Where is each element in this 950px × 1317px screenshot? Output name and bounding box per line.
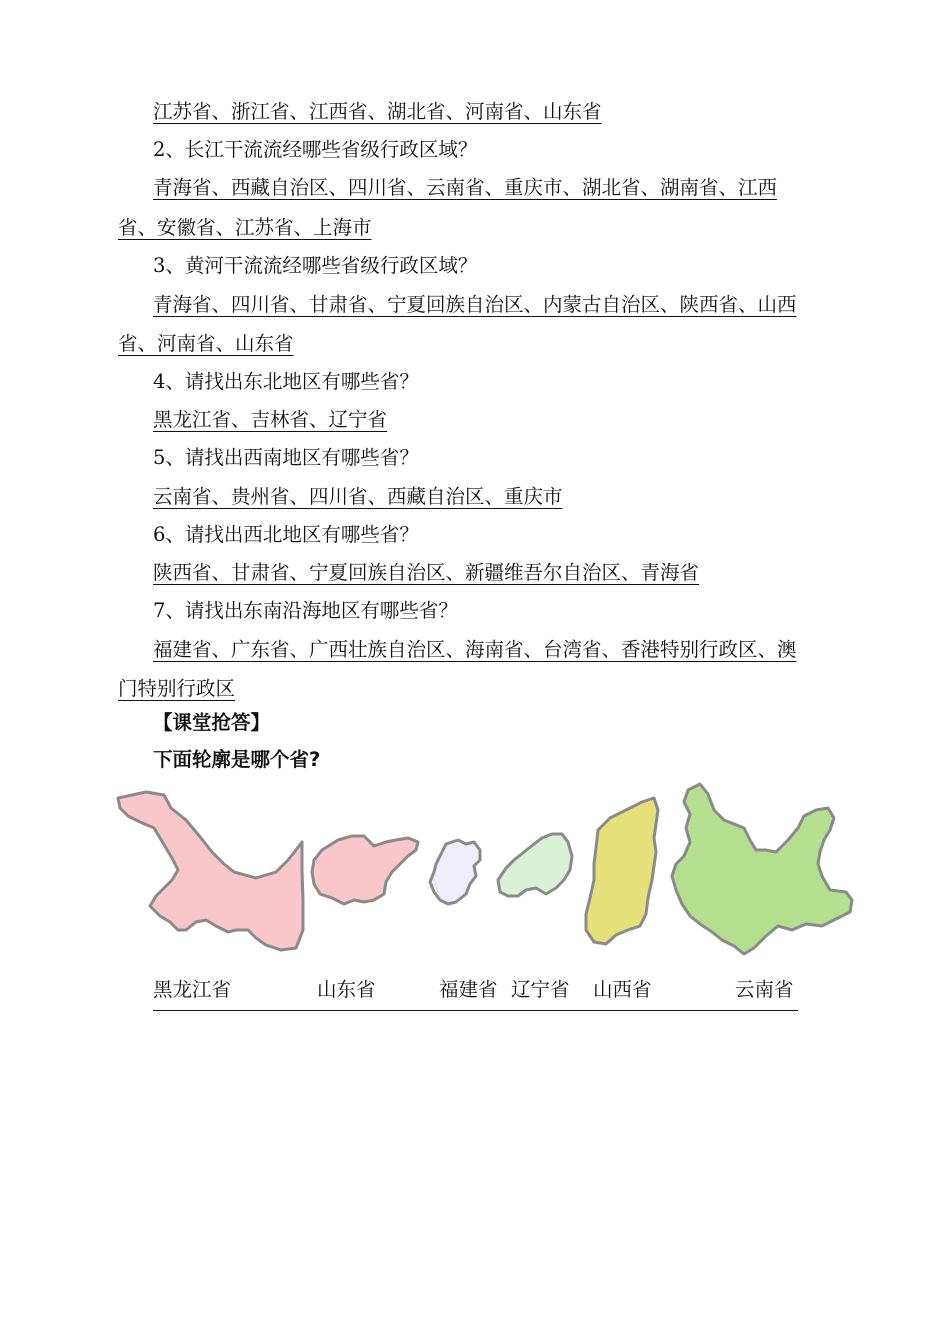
answer-5: 云南省、贵州省、四川省、西藏自治区、重庆市 bbox=[153, 485, 563, 508]
quiz-heading: 【课堂抢答】 bbox=[153, 711, 271, 734]
answer-2-line-2: 省、安徽省、江苏省、上海市 bbox=[118, 216, 372, 239]
fujian-outline bbox=[430, 840, 480, 904]
question-2: 2、长江干流流经哪些省级行政区域？ bbox=[153, 138, 478, 161]
label-shanxi: 山西省 bbox=[593, 978, 652, 1001]
heilongjiang-outline bbox=[118, 792, 303, 950]
answer-7-line-1: 福建省、广东省、广西壮族自治区、海南省、台湾省、香港特别行政区、澳 bbox=[153, 638, 797, 661]
question-3: 3、黄河干流流经哪些省级行政区域？ bbox=[153, 254, 478, 277]
answer-7-line-2: 门特别行政区 bbox=[118, 677, 236, 700]
answer-4: 黑龙江省、吉林省、辽宁省 bbox=[153, 408, 388, 431]
answer-labels-row bbox=[153, 970, 798, 1011]
answer-line: 江苏省、浙江省、江西省、湖北省、河南省、山东省 bbox=[153, 100, 602, 123]
label-liaoning: 辽宁省 bbox=[511, 978, 570, 1001]
quiz-question: 下面轮廓是哪个省? bbox=[153, 748, 321, 771]
answer-3-line-2: 省、河南省、山东省 bbox=[118, 332, 294, 355]
shandong-outline bbox=[312, 836, 418, 904]
label-fujian: 福建省 bbox=[439, 978, 498, 1001]
question-6: 6、请找出西北地区有哪些省？ bbox=[153, 523, 419, 546]
shanxi-outline bbox=[586, 798, 658, 944]
yunnan-outline bbox=[672, 784, 852, 954]
label-shandong: 山东省 bbox=[317, 978, 376, 1001]
answer-6: 陕西省、甘肃省、宁夏回族自治区、新疆维吾尔自治区、青海省 bbox=[153, 561, 700, 584]
province-outlines bbox=[116, 780, 856, 965]
answer-2-line-1: 青海省、西藏自治区、四川省、云南省、重庆市、湖北省、湖南省、江西 bbox=[153, 176, 778, 199]
answer-3-line-1: 青海省、四川省、甘肃省、宁夏回族自治区、内蒙古自治区、陕西省、山西 bbox=[153, 293, 797, 316]
question-7: 7、请找出东南沿海地区有哪些省？ bbox=[153, 599, 458, 622]
label-heilongjiang: 黑龙江省 bbox=[153, 978, 232, 1001]
label-yunnan: 云南省 bbox=[735, 978, 794, 1001]
question-4: 4、请找出东北地区有哪些省？ bbox=[153, 370, 419, 393]
liaoning-outline bbox=[498, 834, 572, 896]
question-5: 5、请找出西南地区有哪些省？ bbox=[153, 446, 419, 469]
